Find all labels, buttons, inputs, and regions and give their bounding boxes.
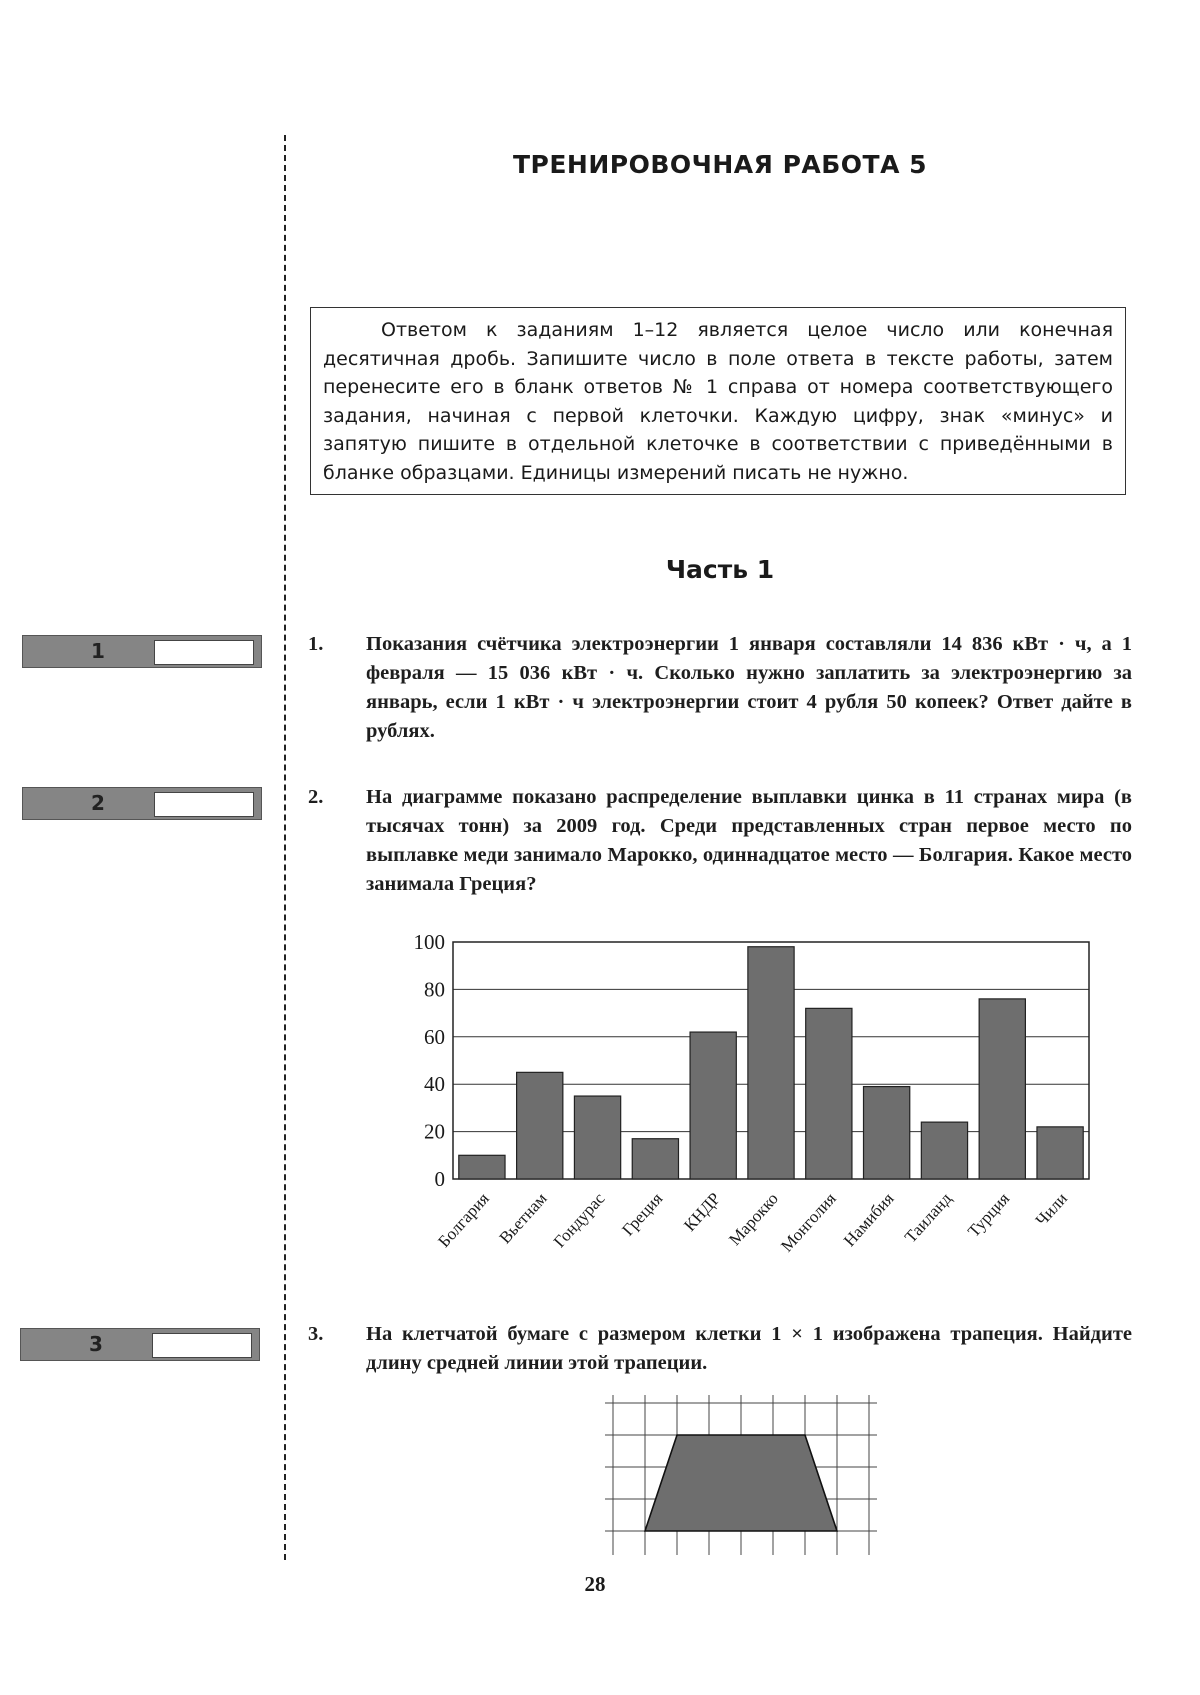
- bar-Греция: [632, 1139, 678, 1179]
- page-title: ТРЕНИРОВОЧНАЯ РАБОТА 5: [512, 150, 928, 179]
- x-tick-label: Турция: [963, 1188, 1014, 1241]
- answer-field-1[interactable]: [154, 640, 254, 665]
- y-tick-label: 40: [424, 1072, 445, 1097]
- bar-Чили: [1037, 1127, 1083, 1179]
- answer-box-number: 3: [89, 1332, 103, 1356]
- task-text: На диаграмме показано распределение выплавки цинка в 11 странах мира (в тысячах тонн) за 2009 год. Среди представленных стран первое место по выплавке меди занимало Марокко, одиннадцатое место — Болгария. Какое место занимала Греция?: [366, 786, 1132, 895]
- x-tick-label: Гондурас: [549, 1188, 609, 1252]
- answer-box-2: [22, 787, 262, 820]
- y-tick-label: 60: [424, 1024, 445, 1049]
- answer-box-number: 1: [91, 639, 105, 663]
- zinc-bar-chart: [380, 920, 1100, 1280]
- bar-Турция: [979, 999, 1025, 1179]
- bar-Монголия: [806, 1008, 852, 1179]
- answer-box-number: 2: [91, 791, 105, 815]
- y-tick-label: 20: [424, 1119, 445, 1144]
- x-tick-label: Монголия: [777, 1188, 840, 1256]
- part-title: Часть 1: [665, 555, 775, 584]
- x-tick-label: КНДР: [680, 1188, 725, 1235]
- task-text: Показания счётчика электроэнергии 1 января составляли 14 836 кВт · ч, а 1 февраля — 15 036 кВт · ч. Сколько нужно заплатить за электроэнергию за январь, если 1 кВт · ч электроэнергии стоит 4 рубля 50 копеек? Ответ дайте в рублях.: [366, 633, 1132, 742]
- task-number: 2.: [308, 786, 324, 808]
- y-tick-label: 80: [424, 977, 445, 1002]
- bar-Вьетнам: [517, 1072, 563, 1179]
- cut-line: [284, 135, 286, 1560]
- task-text: На клетчатой бумаге с размером клетки 1 × 1 изображена трапеция. Найдите длину средней линии этой трапеции.: [366, 1323, 1132, 1374]
- bar-КНДР: [690, 1032, 736, 1179]
- x-tick-label: Таиланд: [900, 1188, 956, 1247]
- y-tick-label: 0: [434, 1167, 445, 1191]
- x-tick-label: Чили: [1031, 1188, 1072, 1230]
- trapezoid-figure: [605, 1395, 895, 1555]
- task-1: [308, 630, 1132, 746]
- bar-Намибия: [864, 1087, 910, 1179]
- page-number: 28: [584, 1572, 606, 1596]
- x-tick-label: Греция: [618, 1188, 667, 1240]
- y-tick-label: 100: [413, 930, 445, 954]
- task-3: [308, 1320, 1132, 1378]
- task-number: 1.: [308, 633, 324, 655]
- answer-field-3[interactable]: [152, 1333, 252, 1358]
- task-number: 3.: [308, 1323, 324, 1345]
- x-tick-label: Намибия: [839, 1188, 898, 1251]
- x-tick-label: Вьетнам: [495, 1188, 551, 1248]
- bar-Гондурас: [574, 1096, 620, 1179]
- answer-field-2[interactable]: [154, 792, 254, 817]
- answer-box-1: [22, 635, 262, 668]
- bar-Марокко: [748, 947, 794, 1179]
- bar-Болгария: [459, 1155, 505, 1179]
- x-tick-label: Болгария: [434, 1188, 493, 1252]
- task-2: [308, 783, 1132, 899]
- x-tick-label: Марокко: [725, 1188, 782, 1250]
- instructions-box: Ответом к заданиям 1–12 является целое число или конечная десятичная дробь. Запишите число в поле ответа в тексте работы, затем перенесите его в бланк ответов № 1 справа от номера соответствующего задания, начиная с первой клеточки. Каждую цифру, знак «минус» и запятую пишите в отдельной клеточке в соответствии с приведёнными в бланке образцами. Единицы измерений писать не нужно.: [310, 307, 1126, 495]
- bar-Таиланд: [921, 1122, 967, 1179]
- trapezoid: [645, 1435, 837, 1531]
- answer-box-3: [20, 1328, 260, 1361]
